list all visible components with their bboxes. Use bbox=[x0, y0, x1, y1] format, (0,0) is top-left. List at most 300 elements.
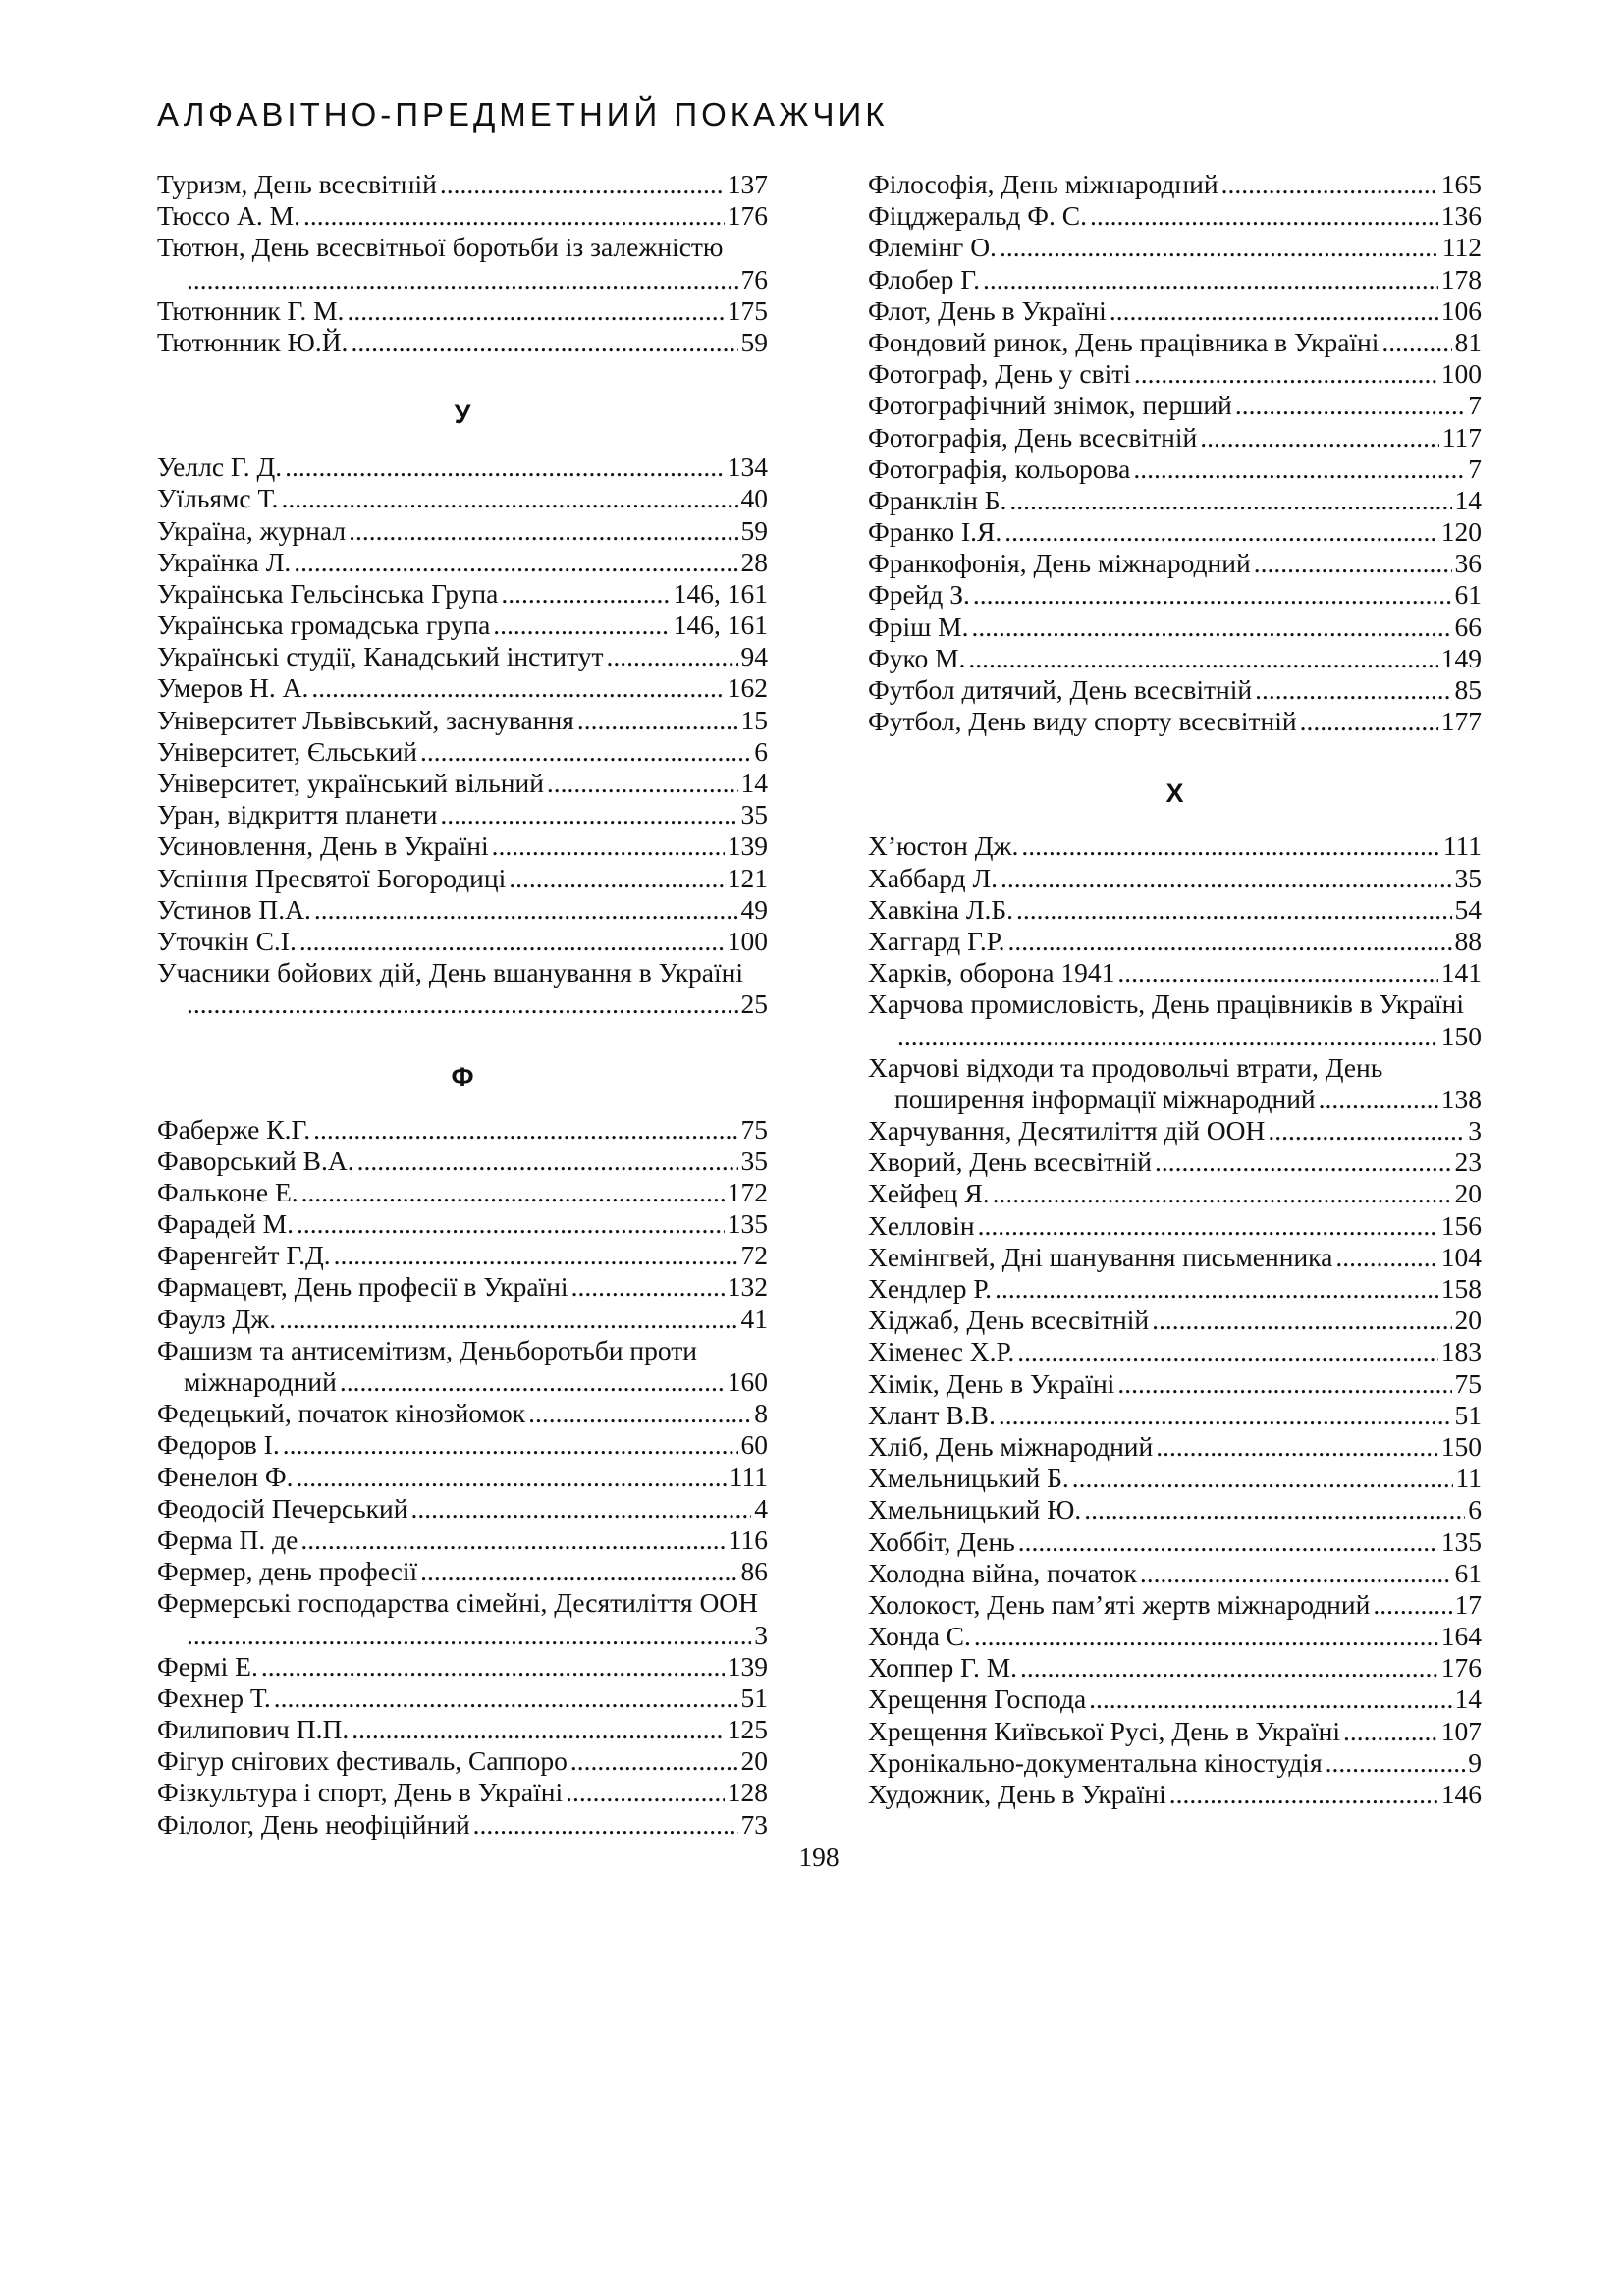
index-entry bbox=[157, 610, 768, 641]
index-entry-line bbox=[868, 674, 1482, 706]
index-term: Хоббіт, День bbox=[868, 1525, 1015, 1557]
index-entry bbox=[868, 674, 1482, 706]
dot-leader bbox=[1018, 1526, 1438, 1558]
index-term: Фуко М. bbox=[868, 642, 966, 673]
dot-leader bbox=[285, 452, 725, 483]
index-page: 7 bbox=[1468, 453, 1482, 484]
index-page: 6 bbox=[1468, 1494, 1482, 1525]
index-entry-line bbox=[157, 1809, 768, 1841]
index-page: 66 bbox=[1454, 611, 1482, 642]
index-entry bbox=[868, 612, 1482, 643]
index-term: Фехнер Т. bbox=[157, 1682, 271, 1713]
index-page: 86 bbox=[740, 1556, 768, 1587]
dot-leader bbox=[1020, 1652, 1438, 1683]
index-term: Фіцджеральд Ф. С. bbox=[868, 200, 1087, 232]
index-term: міжнародний bbox=[184, 1366, 337, 1397]
index-entry bbox=[868, 1178, 1482, 1209]
index-entry bbox=[157, 1398, 768, 1429]
dot-leader bbox=[1268, 1115, 1465, 1147]
index-term: Уточкін С.І. bbox=[157, 925, 297, 956]
index-entry-line bbox=[157, 295, 768, 327]
index-entry-line bbox=[868, 1558, 1482, 1589]
index-entry-line bbox=[157, 705, 768, 736]
dot-leader bbox=[1255, 674, 1451, 706]
index-entry-line bbox=[157, 1556, 768, 1587]
index-entry bbox=[868, 1779, 1482, 1810]
dot-leader bbox=[440, 169, 725, 200]
dot-leader bbox=[314, 894, 738, 926]
index-page: 177 bbox=[1440, 706, 1482, 737]
index-column-right bbox=[868, 169, 1482, 1810]
index-entry bbox=[868, 422, 1482, 454]
index-entry bbox=[868, 358, 1482, 390]
index-entry-line bbox=[868, 1463, 1482, 1494]
dot-leader bbox=[297, 1208, 725, 1240]
index-entry-line bbox=[157, 863, 768, 894]
index-page: 139 bbox=[727, 830, 768, 862]
dot-leader bbox=[279, 1304, 737, 1335]
index-entry bbox=[157, 1429, 768, 1461]
index-page: 139 bbox=[727, 1650, 768, 1682]
index-term: Хмельницький Ю. bbox=[868, 1494, 1082, 1525]
index-entry-line bbox=[868, 926, 1482, 957]
index-entry bbox=[157, 1493, 768, 1524]
index-term: Фізкультура і спорт, День в Україні bbox=[157, 1777, 564, 1808]
dot-leader bbox=[1089, 1683, 1451, 1715]
index-entry bbox=[868, 516, 1482, 548]
dot-leader bbox=[978, 1210, 1438, 1242]
index-entry-line bbox=[157, 894, 768, 926]
index-entry-line bbox=[157, 641, 768, 672]
index-entry bbox=[868, 894, 1482, 926]
index-entry bbox=[157, 863, 768, 894]
index-entry bbox=[868, 1558, 1482, 1589]
index-term: Флобер Г. bbox=[868, 263, 980, 294]
index-page: 7 bbox=[1468, 390, 1482, 421]
index-term: Хейфец Я. bbox=[868, 1178, 990, 1209]
dot-leader bbox=[501, 578, 670, 610]
index-term: Фаворський В.А. bbox=[157, 1145, 354, 1176]
index-page: 76 bbox=[740, 263, 768, 294]
index-page: 8 bbox=[754, 1398, 768, 1429]
section-letter: У bbox=[454, 400, 471, 430]
index-term: Флот, День в Україні bbox=[868, 294, 1107, 326]
index-entry-line bbox=[157, 799, 768, 830]
index-page: 88 bbox=[1454, 925, 1482, 956]
index-term: Фармацевт, День професії в Україні bbox=[157, 1271, 568, 1303]
index-page: 176 bbox=[1440, 1652, 1482, 1683]
index-entry bbox=[157, 295, 768, 327]
index-term: Фаренгейт Г.Д. bbox=[157, 1240, 331, 1271]
index-entry-line bbox=[157, 1304, 768, 1335]
dot-leader bbox=[1221, 169, 1438, 200]
index-term: Хаггард Г.Р. bbox=[868, 925, 1005, 956]
dot-leader bbox=[313, 1114, 737, 1146]
dot-leader bbox=[1017, 1336, 1437, 1367]
index-term: Хіменес Х.Р. bbox=[868, 1336, 1015, 1367]
index-entry-line bbox=[868, 327, 1482, 358]
index-entry-line bbox=[157, 1208, 768, 1240]
index-term: Фотограф, День у світі bbox=[868, 358, 1131, 390]
dot-leader bbox=[1110, 295, 1438, 327]
index-term: Хіджаб, День всесвітній bbox=[868, 1305, 1150, 1336]
index-entry-line bbox=[868, 1210, 1482, 1242]
index-entry-line bbox=[157, 736, 768, 768]
index-page: 4 bbox=[754, 1492, 768, 1523]
index-term: Українка Л. bbox=[157, 546, 292, 577]
index-page: 20 bbox=[1454, 1305, 1482, 1336]
index-entry bbox=[157, 483, 768, 514]
index-entry-line bbox=[157, 515, 768, 547]
dot-leader bbox=[1134, 358, 1438, 390]
index-entry bbox=[157, 1745, 768, 1777]
index-entry-line bbox=[157, 1114, 768, 1146]
index-entry-line bbox=[157, 768, 768, 799]
index-term: Футбол дитячий, День всесвітній bbox=[868, 674, 1253, 705]
index-page: 136 bbox=[1440, 200, 1482, 232]
index-entry bbox=[868, 1652, 1482, 1683]
dot-leader bbox=[1009, 485, 1451, 516]
index-page: 15 bbox=[740, 704, 768, 735]
dot-leader bbox=[297, 1462, 727, 1493]
dot-leader bbox=[357, 1146, 738, 1177]
dot-leader bbox=[1001, 863, 1451, 894]
dot-leader bbox=[1133, 454, 1465, 485]
index-entry bbox=[157, 1462, 768, 1493]
index-page: 40 bbox=[740, 483, 768, 514]
index-entry bbox=[868, 1400, 1482, 1431]
index-page: 59 bbox=[740, 514, 768, 546]
index-page: 125 bbox=[727, 1714, 768, 1745]
index-entry-line bbox=[157, 1240, 768, 1271]
index-page: 150 bbox=[1440, 1020, 1482, 1051]
index-entry bbox=[157, 578, 768, 610]
index-entry bbox=[868, 548, 1482, 579]
index-term: Художник, День в Україні bbox=[868, 1779, 1166, 1809]
index-term: Федецький, початок кінозйомок bbox=[157, 1398, 526, 1429]
index-entry bbox=[868, 390, 1482, 421]
index-term: Фермер, день професії bbox=[157, 1556, 418, 1587]
dot-leader bbox=[1156, 1431, 1438, 1463]
index-entry-lead: Тютюн, День всесвітньої боротьби із залежністю bbox=[157, 232, 724, 263]
index-term: Фермі Е. bbox=[157, 1650, 258, 1682]
index-entry-line bbox=[868, 1084, 1482, 1115]
index-entry-line bbox=[868, 1716, 1482, 1747]
index-term: Ферма П. де bbox=[157, 1523, 298, 1555]
index-term: Університет Львівський, заснування bbox=[157, 704, 574, 735]
index-entry bbox=[868, 200, 1482, 232]
index-page: 141 bbox=[1440, 957, 1482, 988]
dot-leader bbox=[334, 1240, 738, 1271]
index-entry bbox=[868, 232, 1482, 263]
index-term: Хрещення Господа bbox=[868, 1683, 1087, 1715]
index-entry-line bbox=[868, 957, 1482, 988]
index-entry-line bbox=[157, 988, 768, 1020]
index-term: Хавкіна Л.Б. bbox=[868, 893, 1014, 925]
dot-leader bbox=[473, 1809, 738, 1841]
index-entry-line bbox=[157, 578, 768, 610]
index-term: Фарадей М. bbox=[157, 1208, 295, 1240]
index-entry bbox=[868, 1052, 1482, 1115]
section-letter: Ф bbox=[451, 1061, 474, 1092]
page-title: АЛФАВІТНО-ПРЕДМЕТНИЙ ПОКАЖЧИК bbox=[157, 96, 889, 133]
index-term: Хендлер Р. bbox=[868, 1273, 993, 1304]
dot-leader bbox=[1319, 1084, 1438, 1115]
dot-leader bbox=[577, 705, 738, 736]
index-entry-line bbox=[868, 1621, 1482, 1652]
index-entry bbox=[868, 1526, 1482, 1558]
index-entry-line bbox=[868, 643, 1482, 674]
index-page: 17 bbox=[1454, 1588, 1482, 1620]
index-term: Фотографія, День всесвітній bbox=[868, 421, 1198, 453]
dot-leader bbox=[993, 1178, 1452, 1209]
index-entry bbox=[868, 579, 1482, 611]
index-term: Фенелон Ф. bbox=[157, 1461, 294, 1492]
index-page: 3 bbox=[754, 1619, 768, 1650]
index-entry bbox=[157, 327, 768, 358]
index-entry bbox=[157, 200, 768, 232]
index-entry-lead: Фермерські господарства сімейні, Десятиліття ООН bbox=[157, 1587, 759, 1619]
index-page: 60 bbox=[740, 1429, 768, 1461]
index-entry-line bbox=[868, 1431, 1482, 1463]
index-entry bbox=[868, 1336, 1482, 1367]
index-entry-line bbox=[868, 485, 1482, 516]
section-letter: Х bbox=[1165, 778, 1184, 809]
dot-leader bbox=[1008, 926, 1452, 957]
index-entry-line bbox=[157, 1398, 768, 1429]
index-term: Університет, Єльський bbox=[157, 735, 417, 767]
index-term: Тютюнник Г. М. bbox=[157, 294, 345, 326]
dot-leader bbox=[340, 1366, 725, 1398]
index-entry-line bbox=[868, 1305, 1482, 1336]
index-entry-line bbox=[157, 1366, 768, 1398]
index-entry bbox=[868, 264, 1482, 295]
index-entry-lead: Учасники бойових дій, День вшанування в Україні bbox=[157, 957, 744, 988]
index-entry bbox=[868, 1431, 1482, 1463]
dot-leader bbox=[570, 1745, 738, 1777]
index-entry bbox=[157, 830, 768, 862]
dot-leader bbox=[983, 264, 1438, 295]
index-term: Філософія, День міжнародний bbox=[868, 169, 1218, 199]
index-entry bbox=[157, 1114, 768, 1146]
index-entry bbox=[157, 547, 768, 578]
index-entry-lead: Харчові відходи та продовольчі втрати, День bbox=[868, 1051, 1383, 1083]
index-term: Туризм, День всесвітній bbox=[157, 169, 437, 199]
index-entry bbox=[157, 1682, 768, 1714]
dot-leader bbox=[352, 1714, 725, 1745]
index-page: 35 bbox=[740, 1145, 768, 1176]
index-entry-line bbox=[868, 1652, 1482, 1683]
index-page: 35 bbox=[1454, 862, 1482, 893]
index-page: 35 bbox=[740, 799, 768, 830]
index-entry bbox=[868, 706, 1482, 737]
index-term: Устинов П.А. bbox=[157, 893, 311, 925]
index-page: 178 bbox=[1440, 263, 1482, 294]
dot-leader bbox=[566, 1777, 725, 1808]
index-entry-line bbox=[157, 169, 768, 200]
index-term: Феодосій Печерський bbox=[157, 1492, 408, 1523]
index-term: Українська Гельсінська Група bbox=[157, 577, 499, 609]
index-page: 146 bbox=[1440, 1779, 1482, 1809]
index-page: 106 bbox=[1440, 294, 1482, 326]
index-page: 75 bbox=[1454, 1367, 1482, 1399]
index-entry bbox=[868, 1210, 1482, 1242]
index-entry-line bbox=[868, 200, 1482, 232]
index-entry-line bbox=[157, 1620, 768, 1651]
dot-leader bbox=[299, 926, 725, 957]
dot-leader bbox=[972, 612, 1452, 643]
index-entry-line bbox=[868, 706, 1482, 737]
index-entry-line bbox=[868, 1021, 1482, 1052]
index-entry bbox=[868, 1242, 1482, 1273]
index-entry-line bbox=[868, 1683, 1482, 1715]
index-entry-line bbox=[157, 1745, 768, 1777]
index-entry-line bbox=[868, 1115, 1482, 1147]
index-term: Филипович П.П. bbox=[157, 1714, 350, 1745]
index-entry-line bbox=[868, 169, 1482, 200]
index-page: 158 bbox=[1440, 1273, 1482, 1304]
dot-leader bbox=[1117, 1368, 1451, 1400]
dot-leader bbox=[283, 1429, 738, 1461]
index-term: Франклін Б. bbox=[868, 484, 1007, 515]
index-term: Хоппер Г. М. bbox=[868, 1652, 1018, 1683]
dot-leader bbox=[995, 1273, 1438, 1305]
index-entry bbox=[868, 863, 1482, 894]
index-entry-line bbox=[868, 1242, 1482, 1273]
index-entry-line bbox=[868, 830, 1482, 862]
index-page: 59 bbox=[740, 326, 768, 357]
index-page: 51 bbox=[1454, 1399, 1482, 1430]
index-entry bbox=[157, 1240, 768, 1271]
dot-leader bbox=[1155, 1147, 1452, 1178]
index-term: Фаберже К.Г. bbox=[157, 1113, 311, 1145]
dot-leader bbox=[440, 799, 737, 830]
index-entry bbox=[157, 705, 768, 736]
index-page: 23 bbox=[1454, 1147, 1482, 1178]
index-section bbox=[157, 358, 768, 1020]
dot-leader bbox=[351, 327, 737, 358]
index-entry-line bbox=[868, 579, 1482, 611]
index-entry bbox=[157, 1651, 768, 1682]
index-page: 146, 161 bbox=[673, 610, 768, 641]
dot-leader bbox=[294, 547, 737, 578]
index-entry-line bbox=[868, 1589, 1482, 1621]
index-entry-line bbox=[157, 610, 768, 641]
index-page: 134 bbox=[727, 452, 768, 483]
index-entry-line bbox=[868, 894, 1482, 926]
index-entry bbox=[157, 768, 768, 799]
index-entry bbox=[157, 1304, 768, 1335]
index-entry bbox=[868, 1273, 1482, 1305]
index-entry bbox=[868, 926, 1482, 957]
index-entry-line bbox=[868, 863, 1482, 894]
index-entry-line bbox=[157, 452, 768, 483]
index-entry-line bbox=[868, 1273, 1482, 1305]
index-entry bbox=[868, 454, 1482, 485]
index-entry-line bbox=[868, 548, 1482, 579]
index-term: Умеров Н. А. bbox=[157, 672, 309, 704]
index-entry-line bbox=[157, 1493, 768, 1524]
index-entry-line bbox=[157, 1524, 768, 1556]
index-entry bbox=[868, 1368, 1482, 1400]
index-page: 107 bbox=[1440, 1715, 1482, 1746]
index-entry bbox=[157, 1271, 768, 1303]
index-page: 81 bbox=[1454, 326, 1482, 357]
index-entry-line bbox=[157, 1177, 768, 1208]
index-term: Тютюнник Ю.Й. bbox=[157, 326, 349, 357]
dot-leader bbox=[1373, 1589, 1451, 1621]
dot-leader bbox=[301, 1177, 725, 1208]
dot-leader bbox=[410, 1493, 751, 1524]
index-term: Уїльямс Т. bbox=[157, 483, 279, 514]
index-entry-line bbox=[157, 547, 768, 578]
index-term: Хворий, День всесвітній bbox=[868, 1147, 1152, 1178]
index-term: Успіння Пресвятої Богородиці bbox=[157, 862, 507, 893]
index-term: Хаббард Л. bbox=[868, 862, 999, 893]
dot-leader bbox=[187, 264, 738, 295]
dot-leader bbox=[311, 672, 724, 704]
index-entry bbox=[868, 327, 1482, 358]
index-page: 94 bbox=[740, 641, 768, 672]
dot-leader bbox=[1004, 516, 1438, 548]
index-page: 111 bbox=[729, 1461, 768, 1492]
index-term: Футбол, День виду спорту всесвітній bbox=[868, 706, 1297, 737]
index-page: 3 bbox=[1468, 1115, 1482, 1147]
index-page: 14 bbox=[1454, 484, 1482, 515]
index-term: Холодна війна, початок bbox=[868, 1557, 1137, 1588]
index-entry bbox=[868, 1494, 1482, 1525]
index-entry bbox=[157, 1587, 768, 1650]
index-page: 121 bbox=[727, 862, 768, 893]
index-page: 85 bbox=[1454, 674, 1482, 705]
index-term: Флемінг О. bbox=[868, 232, 997, 263]
index-term: Фальконе Е. bbox=[157, 1176, 298, 1207]
index-page: 112 bbox=[1441, 232, 1482, 263]
index-page: 138 bbox=[1440, 1083, 1482, 1114]
index-entry-line bbox=[157, 1651, 768, 1682]
index-page: 9 bbox=[1468, 1746, 1482, 1778]
index-page: 132 bbox=[727, 1271, 768, 1303]
index-term: Уеллс Г. Д. bbox=[157, 452, 283, 483]
index-page: 183 bbox=[1440, 1336, 1482, 1367]
index-term: Харків, оборона 1941 bbox=[868, 957, 1115, 988]
index-term: Хрещення Київської Русі, День в Україні bbox=[868, 1715, 1340, 1746]
dot-leader bbox=[261, 1651, 725, 1682]
dot-leader bbox=[420, 1556, 737, 1587]
dot-leader bbox=[1381, 327, 1451, 358]
index-term: Холокост, День пам’яті жертв міжнародний bbox=[868, 1588, 1371, 1620]
index-entry bbox=[157, 1777, 768, 1808]
index-entry-line bbox=[157, 1682, 768, 1714]
index-entry bbox=[157, 1208, 768, 1240]
index-term: Фріш М. bbox=[868, 611, 969, 642]
index-entry-line bbox=[157, 672, 768, 704]
dot-leader bbox=[187, 988, 738, 1020]
index-entry-line bbox=[868, 1526, 1482, 1558]
index-page: 54 bbox=[1454, 893, 1482, 925]
index-page: 51 bbox=[740, 1682, 768, 1713]
index-entry-line bbox=[868, 1747, 1482, 1779]
index-page: 162 bbox=[727, 672, 768, 704]
dot-leader bbox=[1300, 706, 1438, 737]
index-page: 149 bbox=[1440, 642, 1482, 673]
index-term: Україна, журнал bbox=[157, 514, 347, 546]
index-entry bbox=[157, 1714, 768, 1745]
index-page: 100 bbox=[727, 925, 768, 956]
index-term: Федоров І. bbox=[157, 1429, 280, 1461]
index-page: 25 bbox=[740, 988, 768, 1020]
index-page: 11 bbox=[1455, 1463, 1482, 1494]
